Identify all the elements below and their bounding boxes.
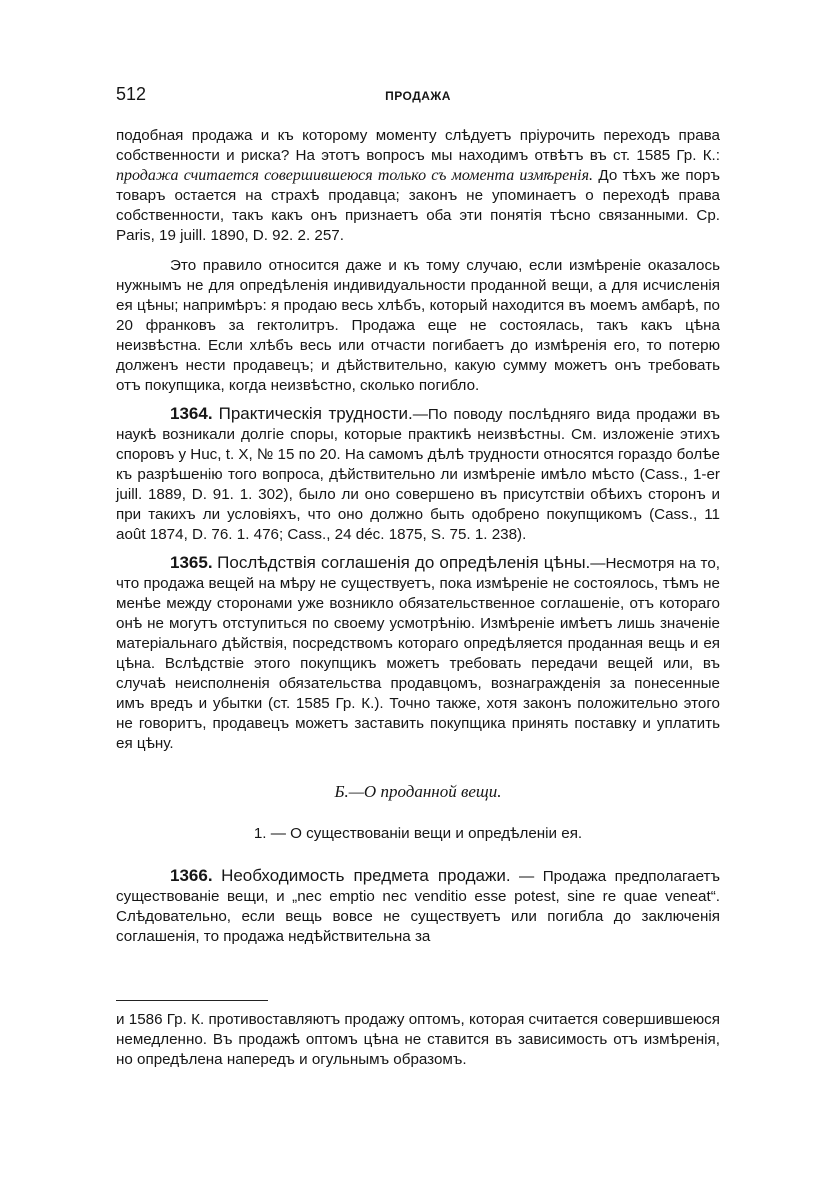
section-1366 — [116, 866, 720, 947]
section-title: Б.—О проданной вещи. — [334, 782, 502, 801]
section-text: — Продажа предполагаетъ существованіе вещи, и „nec emptio nec venditio esse potest, sine re quae veneat“. Слѣдовательно, если вещь вовсе не существуетъ или погибла до заключенія соглашенія, то продажа недѣйствительна за — [116, 868, 720, 945]
section-text: —По поводу послѣдняго вида продажи въ наукѣ возникали долгіе споры, которые практикѣ неизвѣстны. См. изложеніе этихъ споровъ у Huc, t. X, № 15 по 20. На самомъ дѣлѣ трудности относятся гораздо болѣе къ разрѣшенію того вопроса, дѣйствительно ли измѣреніе имѣло мѣсто (Cass., 1-er juill. 1889, D. 91. 1. 302), было ли оно совершено въ присутствіи обѣихъ сторонъ и при такихъ ли условіяхъ, что оно должно быть одобрено покупщикомъ (Cass., 11 août 1874, D. 76. 1. 476; Cass., 24 déc. 1875, S. 75. 1. 238). — [116, 406, 720, 543]
section-heading: Практическія трудности. — [218, 404, 413, 423]
italic-quote: продажа считается совершившеюся только съ момента измѣренія. — [116, 167, 594, 184]
running-title: ПРОДАЖА — [385, 89, 451, 103]
section-heading: Необходимость предмета продажи. — [221, 866, 511, 885]
section-number: 1364. — [170, 404, 213, 423]
paragraph-text: подобная продажа и къ которому моменту слѣдуетъ пріурочить переходъ права собственности и риска? На этотъ вопросъ мы находимъ отвѣтъ въ ст. 1585 Гр. К.: — [116, 127, 720, 164]
body-text — [116, 126, 720, 947]
section-1365 — [116, 553, 720, 754]
page-header — [116, 84, 720, 108]
section-number: 1365. — [170, 553, 213, 572]
section-1364 — [116, 404, 720, 545]
paragraph: Это правило относится даже и къ тому случаю, если измѣреніе оказалось нужнымъ не для опредѣленія индивидуальности проданной вещи, а для исчисленія ея цѣны; напримѣръ: я продаю весь хлѣбъ, который находится въ моемъ амбарѣ, по 20 франковъ за гектолитръ. Продажа еще не состоялась, такъ какъ цѣна неизвѣстна. Если хлѣбъ весь или отчасти погибаетъ до измѣренія его, то потерю долженъ нести продавецъ; и дѣйствительно, какую сумму можетъ онъ требовать отъ покупщика, когда неизвѣстно, сколько погибло. — [116, 257, 720, 394]
section-text: —Несмотря на то, что продажа вещей на мѣру не существуетъ, пока измѣреніе не состоялось, тѣмъ не менѣе между сторонами уже возникло обязательственное соглашеніе, отъ котораго онѣ не могутъ отступиться по своему усмотрѣнію. Измѣреніе имѣетъ лишь значеніе матеріальнаго дѣйствія, посредствомъ котораго опредѣляется проданная вещь и ея цѣна. Вслѣдствіе этого покупщикъ можетъ требовать передачи вещей или, въ случаѣ неисполненія обязательства продавцомъ, вознагражденія за понесенные имъ вредъ и убытки (ст. 1585 Гр. К.). Точно также, хотя законъ положительно этого не говоритъ, продавецъ можетъ заставить покупщика принять поставку и уплатить ея цѣну. — [116, 555, 720, 752]
footnote: и 1586 Гр. К. противоставляютъ продажу оптомъ, которая считается совершившеюся немедленно. Въ продажѣ оптомъ цѣна не ставится въ зависимость отъ измѣренія, но опредѣлена напередъ и огульнымъ образомъ. — [116, 1011, 720, 1068]
page-number: 512 — [116, 84, 147, 104]
paragraph-continuation — [116, 126, 720, 246]
section-heading: Послѣдствія соглашенія до опредѣленія цѣны. — [217, 553, 591, 572]
subsection-title: 1. — О существованіи вещи и опредѣленіи ея. — [253, 825, 583, 842]
paragraph-text: До тѣхъ же поръ товаръ остается на страхѣ продавца; законъ не упоминаетъ о переходѣ права собственности, такъ какъ онъ признаетъ оба эти понятія тѣсно связанными. Ср. Paris, 19 juill. 1890, D. 92. 2. 257. — [116, 167, 720, 244]
footnote-divider — [116, 1000, 268, 1001]
section-number: 1366. — [170, 866, 213, 885]
